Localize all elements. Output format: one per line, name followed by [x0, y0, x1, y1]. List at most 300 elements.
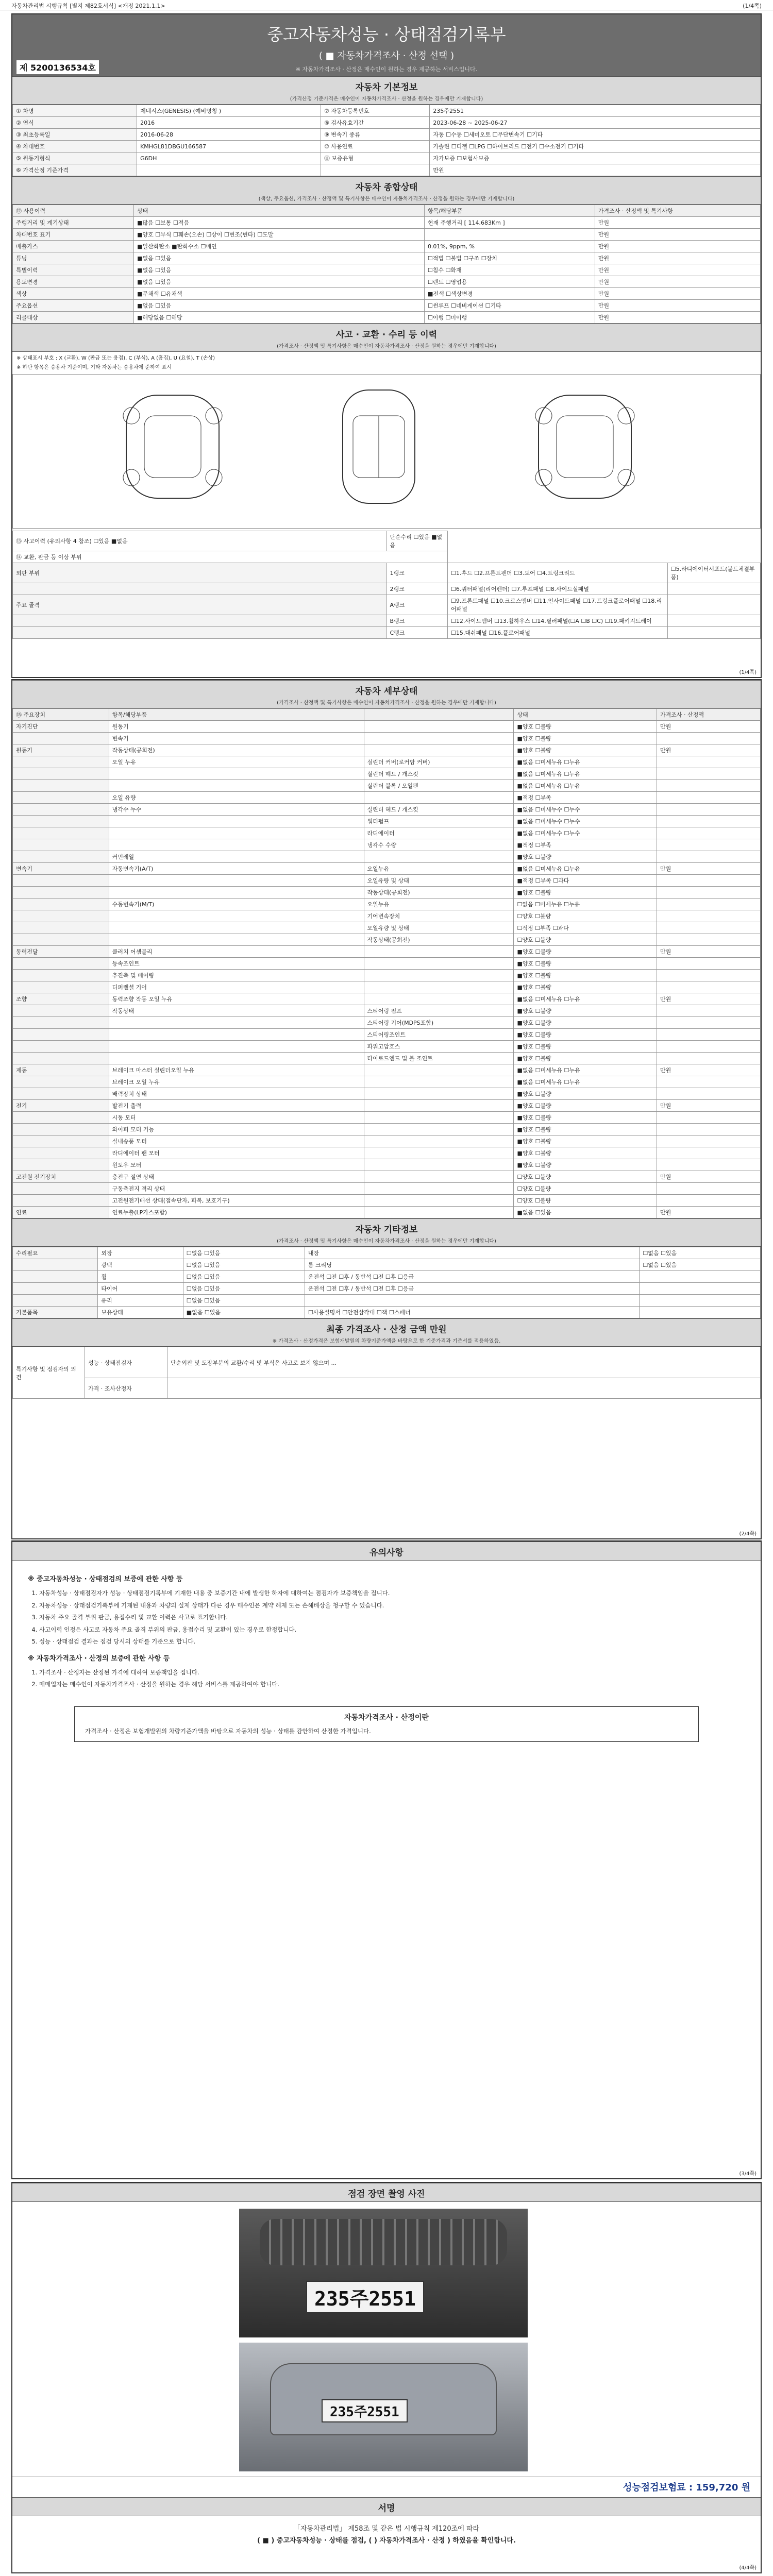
- notice-list-1: [28, 1588, 745, 1647]
- appraiser-opinion: [167, 1378, 761, 1399]
- detail-row-cell: 고전원 전기장치: [13, 1171, 109, 1183]
- detail-row-cell: [657, 780, 760, 792]
- front-photo: [239, 2209, 528, 2337]
- detail-row-cell: ■양호 ☐불량: [514, 733, 657, 744]
- detail-row-cell: 원동기: [13, 744, 109, 756]
- page-3-label: (3/4쪽): [739, 2171, 757, 2177]
- other-row-cell: 기본품목: [13, 1307, 98, 1318]
- detail-row-cell: 스티어링 기어(MDPS포함): [364, 1017, 514, 1029]
- detail-row: [13, 1041, 761, 1053]
- detail-row-cell: [13, 768, 109, 780]
- detail-row-cell: [364, 1183, 514, 1195]
- rank-row-cell: [667, 627, 760, 639]
- detail-row: [13, 1053, 761, 1064]
- summary-row-cell: 만원: [595, 300, 760, 312]
- other-row-cell: [640, 1295, 761, 1307]
- summary-row-cell: ☐렌트 ☐영업용: [424, 276, 595, 288]
- detail-row-cell: [13, 1041, 109, 1053]
- basic-info-row-cell: ④ 차대번호: [13, 141, 137, 152]
- detail-row-cell: 오일누유: [364, 863, 514, 875]
- summary-row-cell: 0.01%, 9ppm, %: [424, 241, 595, 252]
- detail-row-cell: 실린더 커버(로커암 커버): [364, 756, 514, 768]
- detail-section-header: [12, 680, 761, 708]
- detail-row-cell: [13, 1183, 109, 1195]
- detail-row-cell: 만원: [657, 1207, 760, 1218]
- detail-row-cell: 커먼레일: [109, 851, 364, 863]
- detail-row-cell: ■양호 ☐불량: [514, 981, 657, 993]
- detail-row-cell: 브레이크 오일 누유: [109, 1076, 364, 1088]
- detail-row: [13, 1100, 761, 1112]
- detail-row-cell: 만원: [657, 863, 760, 875]
- summary-row-cell: 용도변경: [13, 276, 134, 288]
- detail-row-cell: 타이로드엔드 및 볼 조인트: [364, 1053, 514, 1064]
- detail-row-cell: [657, 887, 760, 899]
- detail-row-cell: 오일유량 및 상태: [364, 922, 514, 934]
- detail-row-cell: ☐양호 ☐불량: [514, 1171, 657, 1183]
- detail-row-cell: 제동: [13, 1064, 109, 1076]
- other-row-cell: [640, 1307, 761, 1318]
- rank-row: [13, 595, 761, 615]
- detail-row-cell: 전기: [13, 1100, 109, 1112]
- detail-row-cell: 배력장치 상태: [109, 1088, 364, 1100]
- detail-table: [12, 708, 761, 1218]
- accident-legend-2: ※ 하단 항목은 승용차 기준이며, 기타 자동차는 승용차에 준하여 표시: [16, 365, 172, 370]
- detail-row-cell: [657, 804, 760, 816]
- summary-row-cell: 만원: [595, 252, 760, 264]
- detail-row-cell: [657, 934, 760, 946]
- detail-row-cell: [657, 981, 760, 993]
- rank-row-cell: 주요 골격: [13, 595, 387, 615]
- detail-row-cell: [109, 1017, 364, 1029]
- detail-row: [13, 1195, 761, 1207]
- rank-row-cell: [667, 595, 760, 615]
- detail-row-cell: ■양호 ☐불량: [514, 1124, 657, 1136]
- detail-row-cell: ■양호 ☐불량: [514, 1005, 657, 1017]
- inspection-fee: 성능점검보험료 : 159,720 원: [623, 2482, 750, 2493]
- detail-row-cell: 연료: [13, 1207, 109, 1218]
- detail-row-cell: 디퍼렌셜 기어: [109, 981, 364, 993]
- page-4: [11, 2182, 762, 2573]
- license-plate-front: 235주2551: [306, 2281, 424, 2313]
- rank-row-cell: [13, 615, 387, 627]
- detail-row-cell: [657, 1147, 760, 1159]
- rank-row-cell: 외판 부위: [13, 563, 387, 583]
- detail-row-cell: 작동상태(공회전): [364, 934, 514, 946]
- detail-row-cell: 스티어링조인트: [364, 1029, 514, 1041]
- detail-row-cell: 만원: [657, 1100, 760, 1112]
- basic-info-table: [12, 105, 761, 176]
- car-damage-diagram: [12, 374, 761, 529]
- detail-row-cell: 파워고압호스: [364, 1041, 514, 1053]
- basic-info-desc: (가격산정 기준가격은 매수인이 자동차가격조사 · 산정을 원하는 경우에만 기재합니다): [290, 96, 483, 102]
- detail-row-cell: [13, 981, 109, 993]
- detail-row-cell: [657, 1112, 760, 1124]
- detail-row-cell: ☐양호 ☐불량: [514, 910, 657, 922]
- detail-row-cell: ■양호 ☐불량: [514, 1053, 657, 1064]
- detail-row-cell: 기어변속장치: [364, 910, 514, 922]
- notice-list-2: [28, 1668, 745, 1690]
- detail-row-cell: [657, 1195, 760, 1207]
- detail-row-cell: ■없음 ☐미세누유 ☐누유: [514, 863, 657, 875]
- other-row-cell: [640, 1283, 761, 1295]
- detail-row: [13, 851, 761, 863]
- detail-row: [13, 768, 761, 780]
- detail-row-cell: 라디에이터: [364, 827, 514, 839]
- detail-row-cell: [13, 1147, 109, 1159]
- summary-row: [13, 288, 761, 300]
- detail-row-cell: [13, 1112, 109, 1124]
- other-row-cell: [13, 1259, 98, 1271]
- detail-row-cell: [13, 1076, 109, 1088]
- detail-row-cell: 만원: [657, 744, 760, 756]
- detail-title: 자동차 세부상태: [355, 686, 418, 697]
- detail-row-cell: [657, 1088, 760, 1100]
- rank-row: [13, 615, 761, 627]
- final-desc: ※ 가격조사 · 산정가격은 보험개발원의 차량기준가액을 바탕으로 한 기준가격과 기준서를 적용하였음.: [272, 1338, 501, 1344]
- detail-row-cell: [364, 1088, 514, 1100]
- notice-sec1: ※ 중고자동차성능 · 상태점검의 보증에 관한 사항 등: [28, 1575, 183, 1583]
- detail-row-cell: 수동변속기(M/T): [109, 899, 364, 910]
- summary-row-cell: [424, 229, 595, 241]
- detail-row-cell: [657, 816, 760, 827]
- rank-row-cell: B랭크: [386, 615, 448, 627]
- detail-row-cell: [657, 1041, 760, 1053]
- rank-row-cell: C랭크: [386, 627, 448, 639]
- summary-row-cell: 만원: [595, 217, 760, 229]
- detail-row-cell: [13, 875, 109, 887]
- rank-row-cell: 1랭크: [386, 563, 448, 583]
- detail-row-cell: [13, 958, 109, 970]
- detail-row-cell: [364, 1171, 514, 1183]
- detail-row-cell: [13, 1017, 109, 1029]
- detail-row-cell: [364, 970, 514, 981]
- basic-info-row-cell: 자가보증 ☐보험사보증: [430, 152, 761, 164]
- detail-row-cell: [109, 910, 364, 922]
- detail-row: [13, 1136, 761, 1147]
- car-side-view-left-icon: [95, 385, 250, 509]
- detail-header-cell: [364, 709, 514, 721]
- other-row-cell: [13, 1283, 98, 1295]
- detail-row-cell: [657, 1136, 760, 1147]
- notice-section-header: [12, 1541, 761, 1561]
- detail-row-cell: 등속조인트: [109, 958, 364, 970]
- detail-row-cell: [364, 1195, 514, 1207]
- detail-row-cell: 실린더 헤드 / 개스킷: [364, 768, 514, 780]
- other-row-cell: ☐없음 ☐있음: [640, 1259, 761, 1271]
- summary-row-cell: ■많음 ☐보통 ☐적음: [134, 217, 425, 229]
- detail-row-cell: [364, 1207, 514, 1218]
- detail-row: [13, 827, 761, 839]
- rank-label: ⑭ 교환, 판금 등 이상 부위: [13, 551, 448, 563]
- sign-section-header: [12, 2497, 761, 2516]
- notice-item: 1. 자동차성능 · 상태점검자가 성능 · 상태점검기록부에 기재한 내용 중 보증기간 내에 발생한 하자에 대하여는 점검자가 보증책임을 집니다.: [39, 1588, 745, 1599]
- detail-row-cell: [657, 1017, 760, 1029]
- detail-header-cell: 항목/해당부품: [109, 709, 364, 721]
- detail-row-cell: [109, 1053, 364, 1064]
- detail-row-cell: 냉각수 누수: [109, 804, 364, 816]
- summary-header-cell: 가격조사 · 산정액 및 특기사항: [595, 205, 760, 217]
- detail-row: [13, 816, 761, 827]
- other-row: [13, 1283, 761, 1295]
- detail-header-cell: ⑮ 주요장치: [13, 709, 109, 721]
- detail-row-cell: ■양호 ☐불량: [514, 887, 657, 899]
- summary-row-cell: 만원: [595, 288, 760, 300]
- detail-row-cell: [13, 1005, 109, 1017]
- detail-row-cell: [657, 827, 760, 839]
- summary-row-cell: ■없음 ☐있음: [134, 264, 425, 276]
- accident-history: ⑬ 사고이력 (유의사항 4 참조) ☐있음 ■없음: [13, 531, 387, 551]
- other-row-cell: 광택: [98, 1259, 183, 1271]
- other-row-cell: ☐없음 ☐있음: [183, 1283, 305, 1295]
- detail-row: [13, 1029, 761, 1041]
- detail-row-cell: [364, 1136, 514, 1147]
- other-row-cell: [13, 1295, 98, 1307]
- notice-item: 5. 성능 · 상태점검 결과는 점검 당시의 상태를 기준으로 합니다.: [39, 1637, 745, 1647]
- other-row-cell: ☐없음 ☐있음: [640, 1247, 761, 1259]
- detail-row-cell: 자동변속기(A/T): [109, 863, 364, 875]
- basic-info-row-cell: KMHGL81DBGU166587: [137, 141, 321, 152]
- detail-row-cell: 추진축 및 베어링: [109, 970, 364, 981]
- detail-row-cell: ■없음 ☐미세누유 ☐누유: [514, 1076, 657, 1088]
- summary-desc: (색상, 주요옵션, 가격조사 · 산정액 및 특기사항은 매수인이 자동차가격조사 · 산정을 원하는 경우에만 기재합니다): [258, 196, 515, 202]
- final-section-header: [12, 1318, 761, 1347]
- other-section-header: [12, 1218, 761, 1247]
- detail-row-cell: 스티어링 펌프: [364, 1005, 514, 1017]
- detail-row-cell: ■양호 ☐불량: [514, 1147, 657, 1159]
- detail-row-cell: [13, 934, 109, 946]
- license-plate-rear: 235주2551: [322, 2399, 408, 2422]
- detail-row-cell: [13, 1053, 109, 1064]
- summary-row-cell: 만원: [595, 312, 760, 324]
- rank-row: [13, 583, 761, 595]
- detail-row-cell: 실린더 블록 / 오일팬: [364, 780, 514, 792]
- summary-row-cell: 리콜대상: [13, 312, 134, 324]
- detail-row: [13, 1076, 761, 1088]
- detail-row-cell: [657, 792, 760, 804]
- basic-info-row-cell: 2016: [137, 117, 321, 129]
- summary-row: [13, 252, 761, 264]
- detail-row: [13, 910, 761, 922]
- detail-row: [13, 1183, 761, 1195]
- detail-row-cell: [109, 768, 364, 780]
- detail-row-cell: 원동기: [109, 721, 364, 733]
- detail-desc: (가격조사 · 산정액 및 특기사항은 매수인이 자동차가격조사 · 산정을 원하는 경우에만 기재합니다): [277, 700, 496, 706]
- grille-shape: [260, 2219, 507, 2265]
- detail-row-cell: [13, 970, 109, 981]
- basic-info-row-cell: ③ 최초등록일: [13, 129, 137, 141]
- detail-row-cell: [109, 922, 364, 934]
- detail-row-cell: [13, 792, 109, 804]
- detail-row-cell: [109, 1041, 364, 1053]
- basic-info-row-cell: ① 차명: [13, 105, 137, 117]
- summary-row-cell: ☐썬루프 ☐네비게이션 ☐기타: [424, 300, 595, 312]
- rank-row-cell: ☐6.쿼터패널(리어펜더) ☐7.루프패널 ☐8.사이드실패널: [448, 583, 668, 595]
- notice-sec2: ※ 자동차가격조사 · 산정의 보증에 관한 사항 등: [28, 1654, 170, 1663]
- detail-row-cell: 자기진단: [13, 721, 109, 733]
- detail-row-cell: [13, 851, 109, 863]
- detail-row-cell: 오일유량 및 상태: [364, 875, 514, 887]
- rank-row-cell: [13, 583, 387, 595]
- photo-title: 점검 장면 촬영 사진: [348, 2189, 425, 2199]
- other-row-cell: ☐없음 ☐있음: [183, 1247, 305, 1259]
- detail-row-cell: ■양호 ☐불량: [514, 744, 657, 756]
- detail-row-cell: 변속기: [109, 733, 364, 744]
- detail-row: [13, 733, 761, 744]
- detail-row-cell: [657, 1076, 760, 1088]
- basic-info-row: [13, 152, 761, 164]
- detail-row-cell: [364, 733, 514, 744]
- special-table: [12, 1347, 761, 1399]
- notice-body: [12, 1561, 761, 1699]
- summary-row-cell: ■양호 ☐부식 ☐훼손(오손) ☐상이 ☐변조(변타) ☐도말: [134, 229, 425, 241]
- detail-row-cell: 변속기: [13, 863, 109, 875]
- accident-legend: ※ 상태표시 부호 : X (교환), W (판금 또는 용접), C (부식), A (흠집), U (요철), T (손상): [16, 355, 215, 361]
- detail-row: [13, 970, 761, 981]
- detail-row-cell: 라디에이터 팬 모터: [109, 1147, 364, 1159]
- detail-row: [13, 804, 761, 816]
- detail-row-cell: [13, 1029, 109, 1041]
- sign-line-1: 「자동차관리법」 제58조 및 같은 법 시행규칙 제120조에 따라: [294, 2525, 479, 2533]
- detail-row-cell: [13, 816, 109, 827]
- basic-info-row: [13, 141, 761, 152]
- detail-row-cell: 만원: [657, 1064, 760, 1076]
- detail-row-cell: [657, 1029, 760, 1041]
- detail-row-cell: [13, 887, 109, 899]
- detail-row-cell: 실내송풍 모터: [109, 1136, 364, 1147]
- other-row-cell: 휠: [98, 1271, 183, 1283]
- detail-row-cell: 시동 모터: [109, 1112, 364, 1124]
- detail-row: [13, 792, 761, 804]
- detail-row-cell: ■양호 ☐불량: [514, 1017, 657, 1029]
- detail-row-cell: [657, 1124, 760, 1136]
- detail-row-cell: ■없음 ☐미세누유 ☐누유: [514, 768, 657, 780]
- detail-row-cell: ■양호 ☐불량: [514, 1029, 657, 1041]
- detail-row: [13, 839, 761, 851]
- detail-row-cell: [364, 721, 514, 733]
- summary-row-cell: 만원: [595, 276, 760, 288]
- detail-header-cell: 가격조사 · 산정액: [657, 709, 760, 721]
- notice-item: 3. 자동차 주요 골격 부위 판금, 용접수리 및 교환 이력은 사고로 표기합니다.: [39, 1613, 745, 1623]
- detail-row-cell: ■없음 ☐미세누수 ☐누수: [514, 804, 657, 816]
- basic-info-row-cell: ⑧ 검사유효기간: [321, 117, 429, 129]
- detail-row: [13, 993, 761, 1005]
- summary-row-cell: 특별이력: [13, 264, 134, 276]
- detail-row-cell: [364, 981, 514, 993]
- detail-row-cell: [13, 899, 109, 910]
- summary-row-cell: 만원: [595, 241, 760, 252]
- other-row-cell: ☐없음 ☐있음: [183, 1259, 305, 1271]
- form-legal-ref: 자동차관리법 시행규칙 [별지 제82호서식] <개정 2021.1.1>: [11, 3, 165, 9]
- detail-row-cell: 만원: [657, 946, 760, 958]
- detail-row-cell: [364, 744, 514, 756]
- summary-row: [13, 300, 761, 312]
- basic-info-row-cell: [321, 164, 429, 176]
- detail-row-cell: ■없음 ☐미세누유 ☐누유: [514, 780, 657, 792]
- summary-row: [13, 312, 761, 324]
- basic-info-row-cell: ② 연식: [13, 117, 137, 129]
- detail-row: [13, 1147, 761, 1159]
- detail-row-cell: [13, 839, 109, 851]
- summary-row: [13, 217, 761, 229]
- detail-row: [13, 981, 761, 993]
- rank-row-cell: [667, 615, 760, 627]
- detail-row-cell: 고전원전기배선 상태(접속단자, 피복, 보호기구): [109, 1195, 364, 1207]
- basic-info-row-cell: [137, 164, 321, 176]
- page-2: [11, 679, 762, 1539]
- detail-row-cell: 동력전달: [13, 946, 109, 958]
- detail-row-cell: [657, 1053, 760, 1064]
- detail-row-cell: [13, 910, 109, 922]
- detail-row-cell: [657, 768, 760, 780]
- basic-info-row: [13, 164, 761, 176]
- summary-header-cell: ⑫ 사용이력: [13, 205, 134, 217]
- detail-row: [13, 863, 761, 875]
- detail-row: [13, 887, 761, 899]
- rank-row-cell: ☐1.후드 ☐2.프론트펜더 ☐3.도어 ☐4.트렁크리드: [448, 563, 668, 583]
- detail-row-cell: 만원: [657, 1171, 760, 1183]
- accident-desc: (가격조사 · 산정액 및 특기사항은 매수인이 자동차가격조사 · 산정을 원하는 경우에만 기재합니다): [277, 344, 496, 349]
- detail-row-cell: [13, 827, 109, 839]
- detail-row-cell: [657, 970, 760, 981]
- summary-row: [13, 229, 761, 241]
- detail-row-cell: 조향: [13, 993, 109, 1005]
- detail-row-cell: ☐양호 ☐불량: [514, 934, 657, 946]
- rank-row: [13, 627, 761, 639]
- other-row-cell: 유리: [98, 1295, 183, 1307]
- detail-row-cell: ■양호 ☐불량: [514, 1100, 657, 1112]
- summary-table: [12, 205, 761, 324]
- detail-row-cell: [13, 756, 109, 768]
- detail-row-cell: [364, 851, 514, 863]
- inspector-opinion: 단순외판 및 도장부분의 교환/수리 및 부식은 사고로 보지 않으며 ...: [167, 1347, 761, 1378]
- summary-row-cell: 튜닝: [13, 252, 134, 264]
- detail-row-cell: [657, 958, 760, 970]
- detail-row-cell: [364, 958, 514, 970]
- detail-row-cell: [364, 1147, 514, 1159]
- basic-info-row-cell: 235주2551: [430, 105, 761, 117]
- other-row-cell: 외장: [98, 1247, 183, 1259]
- detail-row-cell: [364, 1159, 514, 1171]
- rear-photo: [239, 2343, 528, 2471]
- document-header: [12, 14, 761, 76]
- other-row-cell: ■없음 ☐있음: [183, 1307, 305, 1318]
- summary-row-cell: 만원: [595, 229, 760, 241]
- top-bar: [0, 0, 773, 10]
- detail-row-cell: [657, 1159, 760, 1171]
- summary-row-cell: ☐적법 ☐불법 ☐구조 ☐장치: [424, 252, 595, 264]
- detail-row-cell: ■양호 ☐불량: [514, 958, 657, 970]
- other-row-cell: 운전석 ☐전 ☐후 / 동반석 ☐전 ☐후 ☐응급: [305, 1283, 639, 1295]
- detail-row: [13, 922, 761, 934]
- detail-row: [13, 1064, 761, 1076]
- special-label: 특기사항 및 점검자의 의견: [13, 1347, 85, 1399]
- summary-row-cell: 현재 주행거리 [ 114,683Km ]: [424, 217, 595, 229]
- detail-row-cell: [657, 899, 760, 910]
- final-amount: 만원: [429, 1325, 447, 1335]
- detail-row-cell: [657, 875, 760, 887]
- detail-row-cell: ☐적정 ☐부족 ☐과다: [514, 922, 657, 934]
- other-row-cell: ☐사용설명서 ☐안전삼각대 ☐잭 ☐스패너: [305, 1307, 639, 1318]
- detail-row-cell: ■없음 ☐미세누유 ☐누유: [514, 1064, 657, 1076]
- other-row-cell: [305, 1295, 639, 1307]
- other-title: 자동차 기타정보: [355, 1225, 418, 1235]
- detail-row-cell: 만원: [657, 721, 760, 733]
- summary-row: [13, 241, 761, 252]
- rank-row-cell: ☐12.사이드멤버 ☐13.휠하우스 ☐14.필러패널(☐A ☐B ☐C) ☐19.패키지트레이: [448, 615, 668, 627]
- summary-header-cell: 항목/해당부품: [424, 205, 595, 217]
- detail-row-cell: [109, 887, 364, 899]
- detail-row-cell: ■양호 ☐불량: [514, 1088, 657, 1100]
